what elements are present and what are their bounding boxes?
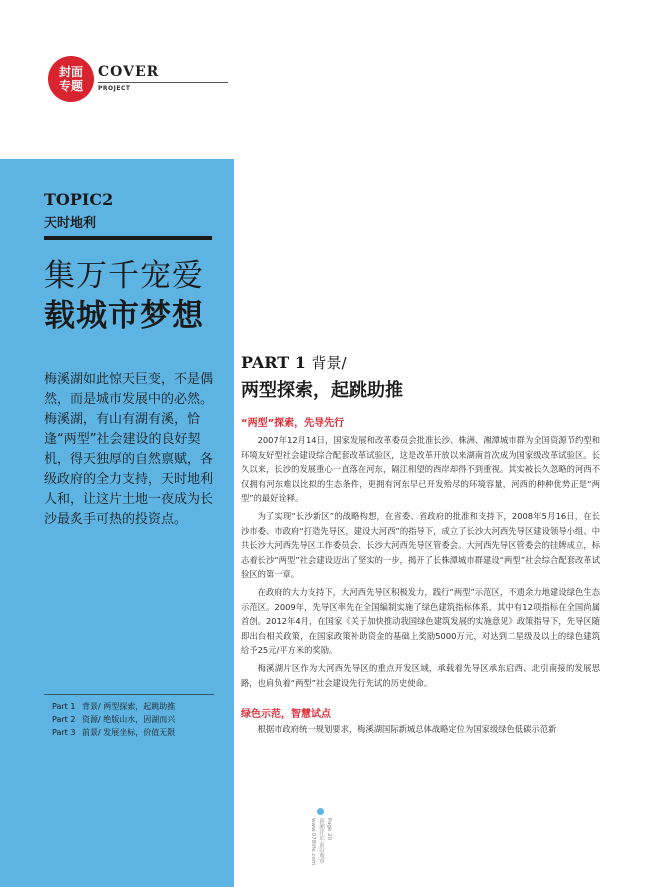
part-label: PART 1 [241,353,306,372]
cover-divider [98,82,228,83]
toc-item[interactable]: Part 1 背景/ 两型探索，起跳助推 [52,702,176,711]
toc-item[interactable]: Part 2 资源/ 绝版山水，因湖而兴 [52,715,176,724]
headline-line-2: 载城市梦想 [44,298,204,334]
intro-paragraph: 梅溪湖如此惊天巨变，不是偶然，而是城市发展中的必然。梅溪湖，有山有湖有溪，恰逢“两型”社会建设的良好契机，得天独厚的自然禀赋，各级政府的全力支持，天时地利人和，让这片土地一夜成为长沙最炙手可热的投资点。 [44,372,214,527]
part-title [241,352,347,373]
topic-label: TOPIC2 [44,190,114,209]
section-body [241,722,600,740]
footer-text [309,818,333,865]
table-of-contents [52,700,175,739]
section-badge [48,56,94,102]
body-paragraph: 梅溪湖片区作为大河西先导区的重点开发区域，承载着先导区承东启西、北引南接的发展思路，也肩负着“两型”社会建设先行先试的历史使命。 [241,662,600,688]
body-paragraph: 根据市政府统一规划要求，梅溪湖国际新城总体战略定位为国家级绿色低碳示范新 [257,724,557,734]
page-footer [309,808,345,880]
section-body [241,433,600,693]
topic-subtitle: 天时地利 [44,216,97,231]
page-marker-icon [317,808,324,815]
toc-item[interactable]: Part 3 前景/ 发展坐标，价值无限 [52,728,176,737]
page-number: Page 20 [326,818,332,841]
section-heading: “两型”探索，先导先行 [241,418,345,429]
body-paragraph: 2007年12月14日，国家发展和改革委员会批准长沙、株洲、湘潭城市群为全国资源节约型和环境友好型社会建设综合配套改革试验区，这是改革开放以来湖南首次成为国家级改革试验区。长久以来，长沙的发展重心一直落在河东，隔江相望的西岸却得不到重视。其实被长久忽略的河西不仅拥有河东难以比拟的生态条件，更拥有河东早已开发殆尽的环境容量，河西的种种优势正是“两型”的最好诠释。 [241,435,600,504]
cover-label: COVER [98,64,160,80]
footer-publication: 新湘评论·前沿观察 [318,818,324,864]
section-heading: 绿色示范，智慧试点 [241,709,331,720]
part-category: 背景/ [311,354,347,372]
footer-website[interactable]: www.078life.com [310,818,316,866]
headline-line-1: 集万千宠爱 [44,258,204,294]
badge-line-1: 封面 [58,65,83,79]
part-subtitle: 两型探索，起跳助推 [241,380,403,401]
body-paragraph: 为了实现“长沙新区”的战略构想，在省委、省政府的批准和支持下，2008年5月16日，在长沙市委、市政府“打造先导区，建设大河西”的指导下，成立了长沙大河西先导区建设领导小组、中共长沙大河西先导区工作委员会、长沙大河西先导区管委会。大河西先导区管委会的挂牌成立，标志着长沙“两型”社会建设迈出了坚实的一步，揭开了长株潭城市群建设“两型”社会综合配套改革试验区的第一章。 [241,510,600,580]
topic-divider [44,236,212,240]
badge-line-2: 专题 [58,79,83,93]
body-paragraph: 在政府的大力支持下，大河西先导区积极发力，践行“两型”示范区，不遗余力地建设绿色生态示范区。2009年，先导区率先在全国编制实施了绿色建筑指标体系，其中有12项指标在全国尚属首创。2012年4月，在国家《关于加快推动我国绿色建筑发展的实施意见》政策指导下，先导区随即出台相关政策，在国家政策补助资金的基础上奖励5000万元，对达到二星级及以上的绿色建筑给予25元/平方米的奖励。 [241,586,600,656]
toc-divider [44,694,214,695]
project-label: PROJECT [98,85,131,92]
